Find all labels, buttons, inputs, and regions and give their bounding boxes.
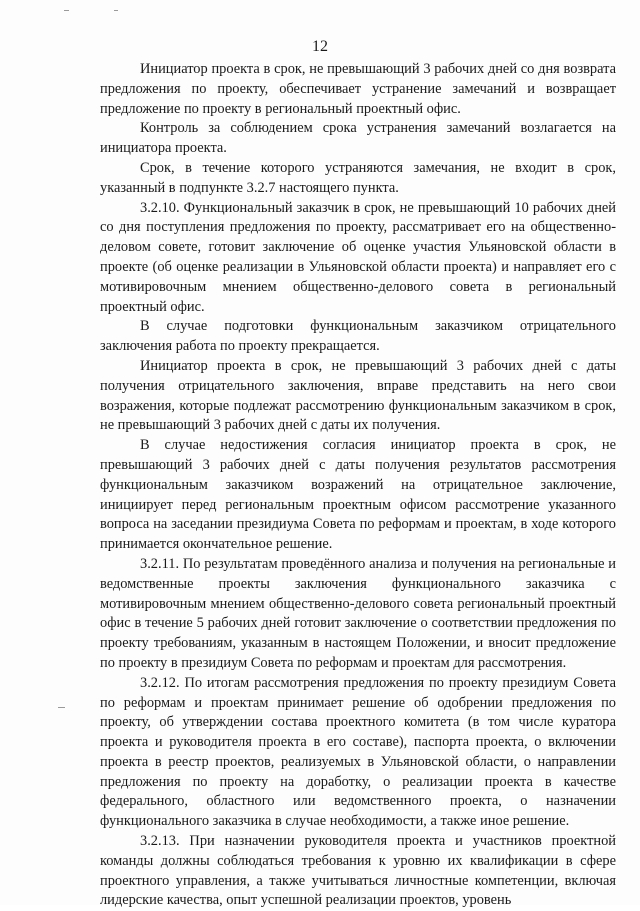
paragraph: Инициатор проекта в срок, не превышающий 3 рабочих дней с даты получения отрицательного заключения, вправе представить на него свои возражения, которые подлежат рассмотрению функциональным заказчиком в срок, не превышающий 3 рабочих дней с даты их получения. bbox=[100, 357, 616, 434]
paragraph-3-2-12: 3.2.12. По итогам рассмотрения предложения по проекту президиум Совета по реформам и проектам принимает решение об одобрении предложения по проекту, об утверждении состава проектного комитета (в том числе куратора проекта и руководителя проекта в его составе), паспорта проекта, о включении проекта в реестр проектов, реализуемых в Ульяновской области, о направлении предложения по проекту на доработку, о реализации проекта в качестве федерального, областного или ведомственного проекта, о назначении функционального заказчика в случае необходимости, а также иное решение. bbox=[100, 674, 616, 830]
paragraph: В случае недостижения согласия инициатор проекта в срок, не превышающий 3 рабочих дней с даты получения результатов рассмотрения функциональным заказчиком возражений на отрицательное заключение, инициирует перед региональным проектным офисом рассмотрение указанного вопроса на заседании президиума Совета по реформам и проектам, в ходе которого принимается окончательное решение. bbox=[100, 437, 616, 553]
page-number: 12 bbox=[312, 38, 328, 55]
scan-artifact-mark bbox=[114, 10, 118, 11]
paragraph-3-2-10: 3.2.10. Функциональный заказчик в срок, не превышающий 10 рабочих дней со дня поступления предложения по проекту, рассматривает его на общественно-деловом совете, готовит заключение об оценке участия Ульяновской области в проекте (об оценке реализации в Ульяновской области проекта) и направляет его с мотивировочным мнением общественно-делового совета в региональный проектный офис. bbox=[100, 199, 616, 315]
scan-artifact-mark bbox=[64, 10, 69, 11]
document-body bbox=[100, 60, 616, 911]
paragraph: В случае подготовки функциональным заказчиком отрицательного заключения работа по проекту прекращается. bbox=[100, 318, 616, 355]
paragraph-3-2-11: 3.2.11. По результатам проведённого анализа и получения на региональные и ведомственные проекты заключения функционального заказчика с мотивировочным мнением общественно-делового совета региональный проектный офис в течение 5 рабочих дней готовит заключение о соответствии предложения по проекту требованиям, указанным в настоящем Положении, и вносит предложение по проекту в президиум Совета по реформам и проектам для рассмотрения. bbox=[100, 555, 616, 671]
paragraph: Контроль за соблюдением срока устранения замечаний возлагается на инициатора проекта. bbox=[100, 120, 616, 157]
paragraph: Инициатор проекта в срок, не превышающий 3 рабочих дней со дня возврата предложения по проекту, обеспечивает устранение замечаний и возвращает предложение по проекту в региональный проектный офис. bbox=[100, 61, 616, 117]
paragraph-3-2-13: 3.2.13. При назначении руководителя проекта и участников проектной команды должны соблюдаться требования к уровню их квалификации в сфере проектного управления, а также учитываться личностные компетенции, включая лидерские качества, опыт успешной реализации проектов, уровень bbox=[100, 833, 616, 909]
paragraph: Срок, в течение которого устраняются замечания, не входит в срок, указанный в подпункте 3.2.7 настоящего пункта. bbox=[100, 159, 616, 196]
scan-artifact-mark bbox=[58, 707, 65, 708]
